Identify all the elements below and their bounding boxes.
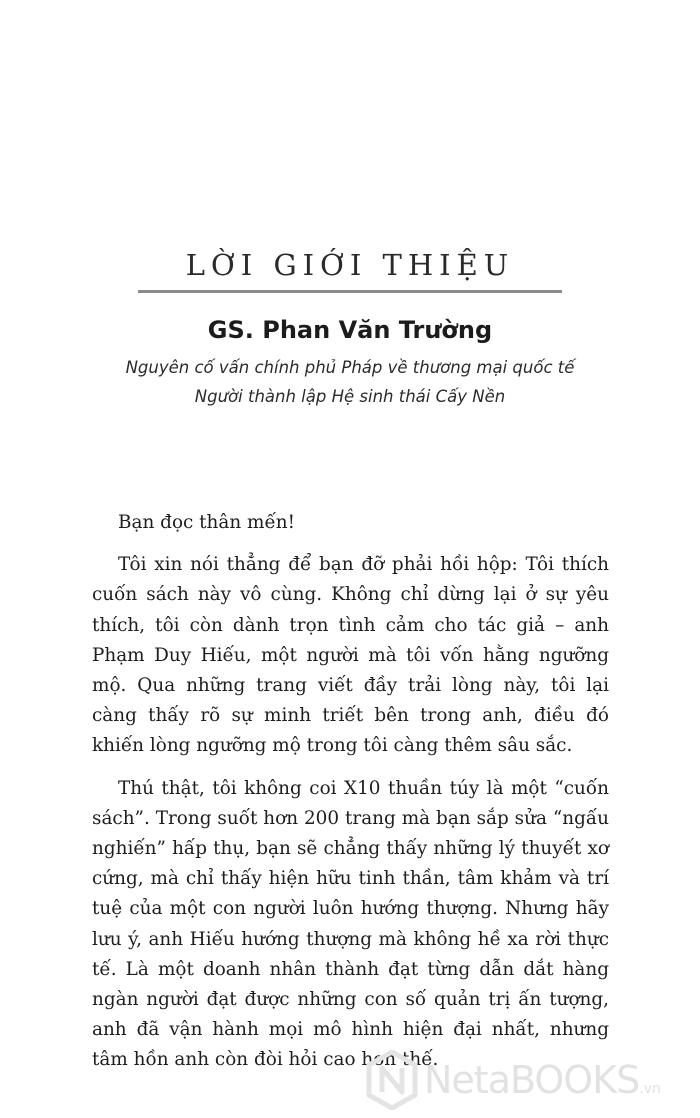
paragraph-2: Thú thật, tôi không coi X10 thuần túy là một “cuốn sách”. Trong suốt hơn 200 trang mà bạn sắp sửa “ngấu nghiến” hấp thụ, bạn sẽ chẳng thấy những lý thuyết xơ cứng, mà chỉ thấy hiện hữu tinh thần, tâm khảm và trí tuệ của một con người luôn hướng thượng. Nhưng hãy lưu ý, anh Hiếu hướng thượng mà không hề xa rời thực tế. Là một doanh nhân thành đạt từng dẫn dắt hàng ngàn người đạt được những con số quản trị ấn tượng, anh đã vận hành mọi mô hình hiện đại nhất, nhưng tâm hồn anh còn đòi hỏi cao hơn thế. xyxy=(92,777,609,1071)
watermark-brand: NetaBOOKS xyxy=(424,1058,640,1102)
watermark-suffix: .vn xyxy=(639,1081,661,1097)
paragraph-1: Tôi xin nói thẳng để bạn đỡ phải hồi hộp: Tôi thích cuốn sách này vô cùng. Không chỉ dừng lại ở sự yêu thích, tôi còn dành trọn tình cảm cho tác giả – anh Phạm Duy Hiếu, một người mà tôi vốn hằng ngưỡng mộ. Qua những trang viết đầy trải lòng này, tôi lại càng thấy rõ sự minh triết bên trong anh, điều đó khiến lòng ngưỡng mộ trong tôi càng thêm sâu sắc. xyxy=(92,554,609,757)
netabooks-logo-icon xyxy=(366,1050,418,1110)
body-text xyxy=(92,508,609,1076)
author-role-1: Nguyên cố vấn chính phủ Pháp về thương mại quốc tế xyxy=(125,358,575,377)
watermark-text xyxy=(424,1058,661,1102)
chapter-heading: LỜI GIỚI THIỆU xyxy=(185,248,515,282)
author-role-2: Người thành lập Hệ sinh thái Cấy Nền xyxy=(194,387,506,406)
watermark xyxy=(366,1048,696,1114)
author-name: GS. Phan Văn Trường xyxy=(207,316,493,344)
heading-underline xyxy=(138,290,562,293)
greeting: Bạn đọc thân mến! xyxy=(118,512,296,533)
